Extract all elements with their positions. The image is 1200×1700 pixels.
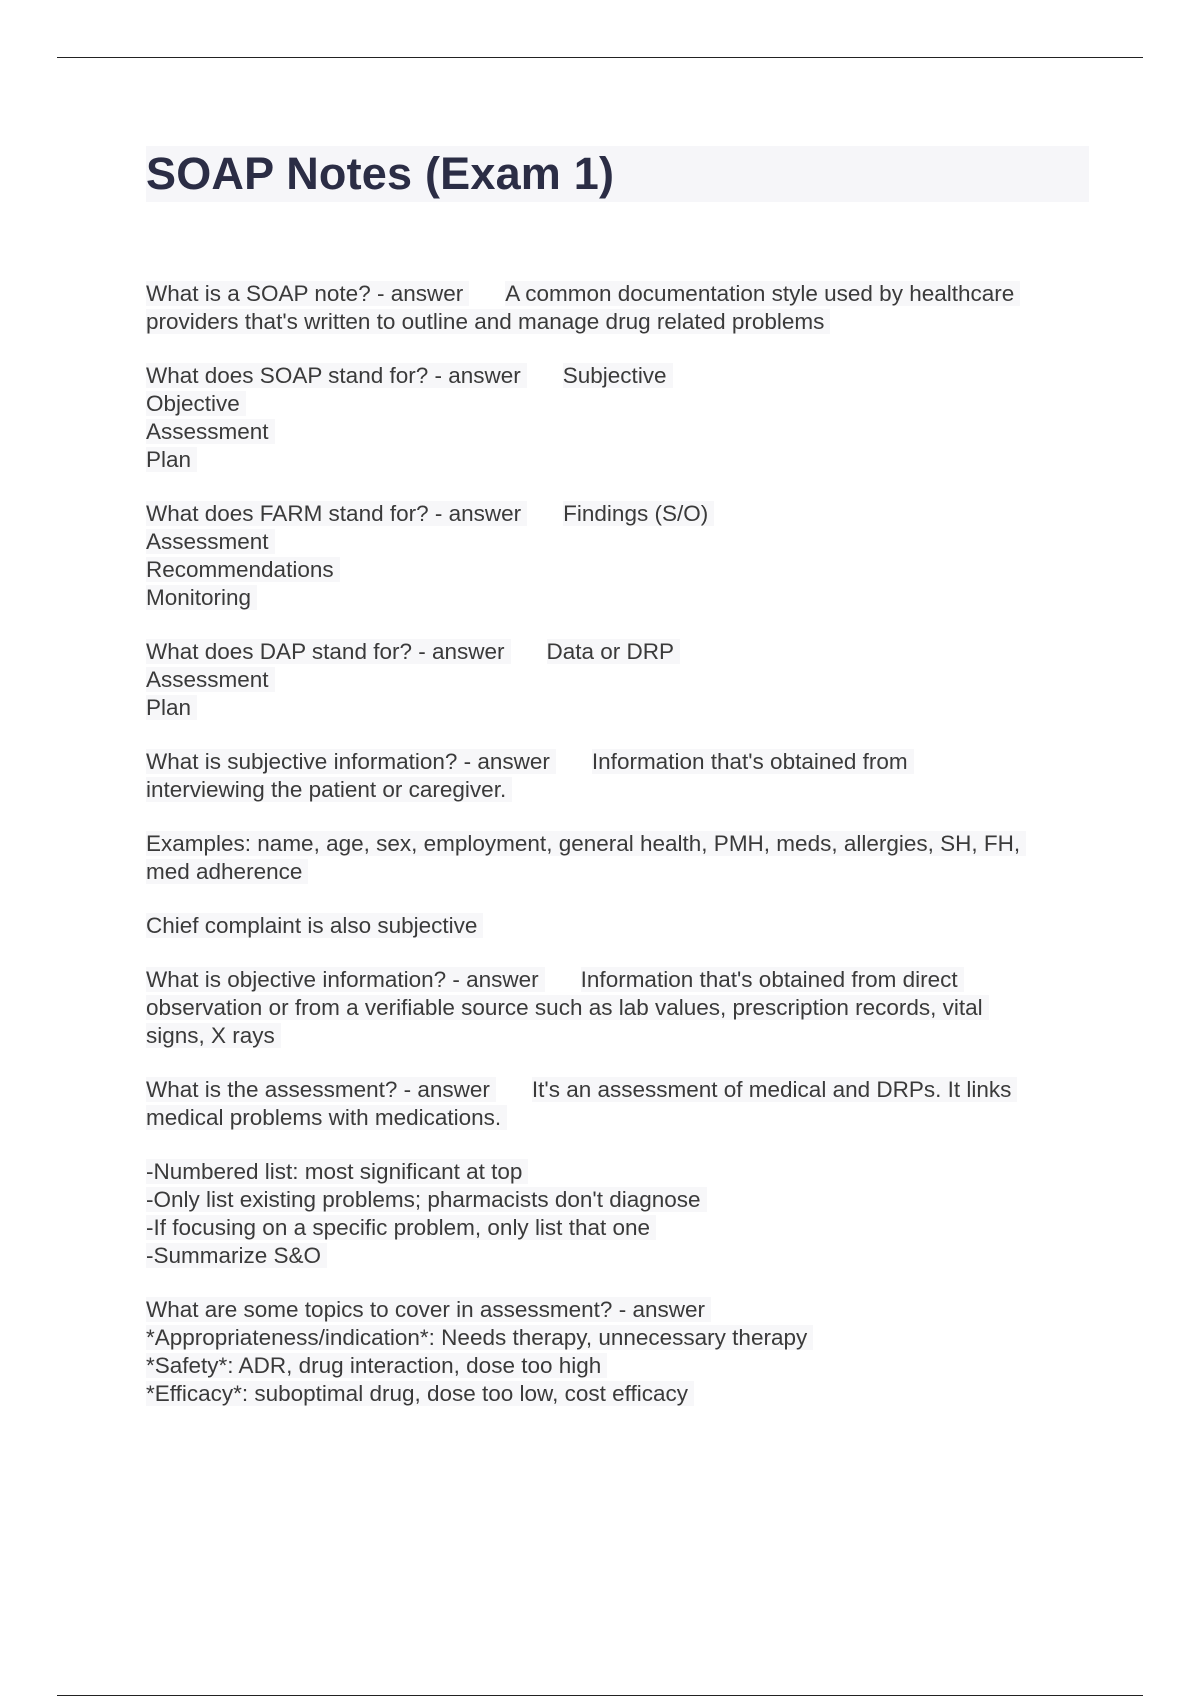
entry-line — [146, 666, 1089, 694]
body-text: *Safety*: ADR, drug interaction, dose too high — [146, 1353, 607, 1378]
flashcard-entry — [146, 1158, 1089, 1270]
flashcard-entry — [146, 830, 1089, 886]
entry-line — [146, 528, 1089, 556]
entry-line — [146, 446, 1089, 474]
entry-line — [146, 776, 1089, 804]
entry-line — [146, 1076, 1089, 1104]
flashcard-entry — [146, 638, 1089, 722]
entry-line — [146, 1380, 1089, 1408]
body-text: -Numbered list: most significant at top — [146, 1159, 528, 1184]
body-text: Recommendations — [146, 557, 340, 582]
body-text: Assessment — [146, 529, 275, 554]
entry-line — [146, 1214, 1089, 1242]
body-text: *Efficacy*: suboptimal drug, dose too low, cost efficacy — [146, 1381, 694, 1406]
document-title: SOAP Notes (Exam 1) — [146, 148, 615, 199]
body-text: Assessment — [146, 667, 275, 692]
question-text: What does FARM stand for? - answer — [146, 501, 527, 526]
body-text: -Summarize S&O — [146, 1243, 327, 1268]
entry-line — [146, 694, 1089, 722]
entry-line — [146, 500, 1089, 528]
body-text: providers that's written to outline and manage drug related problems — [146, 309, 830, 334]
entry-line — [146, 362, 1089, 390]
entry-line — [146, 418, 1089, 446]
flashcard-entry — [146, 966, 1089, 1050]
body-text: Assessment — [146, 419, 275, 444]
body-text: med adherence — [146, 859, 308, 884]
flashcard-entry — [146, 362, 1089, 474]
flashcard-entry — [146, 748, 1089, 804]
entry-line — [146, 1186, 1089, 1214]
entry-line — [146, 966, 1089, 994]
answer-text: It's an assessment of medical and DRPs. It links — [532, 1077, 1018, 1102]
answer-text: Findings (S/O) — [563, 501, 714, 526]
title-bar — [146, 146, 1089, 202]
bottom-rule — [57, 1695, 1143, 1696]
entry-line — [146, 638, 1089, 666]
question-text: What does DAP stand for? - answer — [146, 639, 511, 664]
answer-text: Information that's obtained from direct — [581, 967, 964, 992]
answer-text: Subjective — [563, 363, 673, 388]
entry-line — [146, 308, 1089, 336]
entry-line — [146, 748, 1089, 776]
document-page — [146, 146, 1089, 1434]
entry-line — [146, 1296, 1089, 1324]
body-text: -Only list existing problems; pharmacists don't diagnose — [146, 1187, 707, 1212]
body-text: -If focusing on a specific problem, only list that one — [146, 1215, 656, 1240]
body-text: *Appropriateness/indication*: Needs therapy, unnecessary therapy — [146, 1325, 813, 1350]
body-text: observation or from a verifiable source such as lab values, prescription records, vital — [146, 995, 989, 1020]
body-text: Plan — [146, 447, 197, 472]
question-text: What is the assessment? - answer — [146, 1077, 496, 1102]
flashcard-entry — [146, 1076, 1089, 1132]
entry-line — [146, 390, 1089, 418]
body-text: Chief complaint is also subjective — [146, 913, 483, 938]
body-text: interviewing the patient or caregiver. — [146, 777, 512, 802]
entry-line — [146, 1158, 1089, 1186]
flashcard-entry — [146, 280, 1089, 336]
entry-line — [146, 1352, 1089, 1380]
question-text: What is a SOAP note? - answer — [146, 281, 469, 306]
entry-line — [146, 1324, 1089, 1352]
body-text: medical problems with medications. — [146, 1105, 507, 1130]
body-text: signs, X rays — [146, 1023, 281, 1048]
entry-line — [146, 280, 1089, 308]
answer-text: A common documentation style used by healthcare — [505, 281, 1020, 306]
body-text: Monitoring — [146, 585, 257, 610]
flashcard-list — [146, 280, 1089, 1408]
entry-line — [146, 830, 1089, 858]
flashcard-entry — [146, 500, 1089, 612]
body-text: Plan — [146, 695, 197, 720]
body-text: Objective — [146, 391, 246, 416]
entry-line — [146, 556, 1089, 584]
entry-line — [146, 858, 1089, 886]
answer-text: Data or DRP — [547, 639, 681, 664]
body-text: What are some topics to cover in assessment? - answer — [146, 1297, 711, 1322]
question-text: What is objective information? - answer — [146, 967, 545, 992]
top-rule — [57, 57, 1143, 58]
question-text: What is subjective information? - answer — [146, 749, 556, 774]
entry-line — [146, 912, 1089, 940]
entry-line — [146, 1242, 1089, 1270]
entry-line — [146, 1104, 1089, 1132]
answer-text: Information that's obtained from — [592, 749, 914, 774]
flashcard-entry — [146, 1296, 1089, 1408]
entry-line — [146, 584, 1089, 612]
entry-line — [146, 1022, 1089, 1050]
entry-line — [146, 994, 1089, 1022]
body-text: Examples: name, age, sex, employment, general health, PMH, meds, allergies, SH, FH, — [146, 831, 1026, 856]
flashcard-entry — [146, 912, 1089, 940]
question-text: What does SOAP stand for? - answer — [146, 363, 527, 388]
